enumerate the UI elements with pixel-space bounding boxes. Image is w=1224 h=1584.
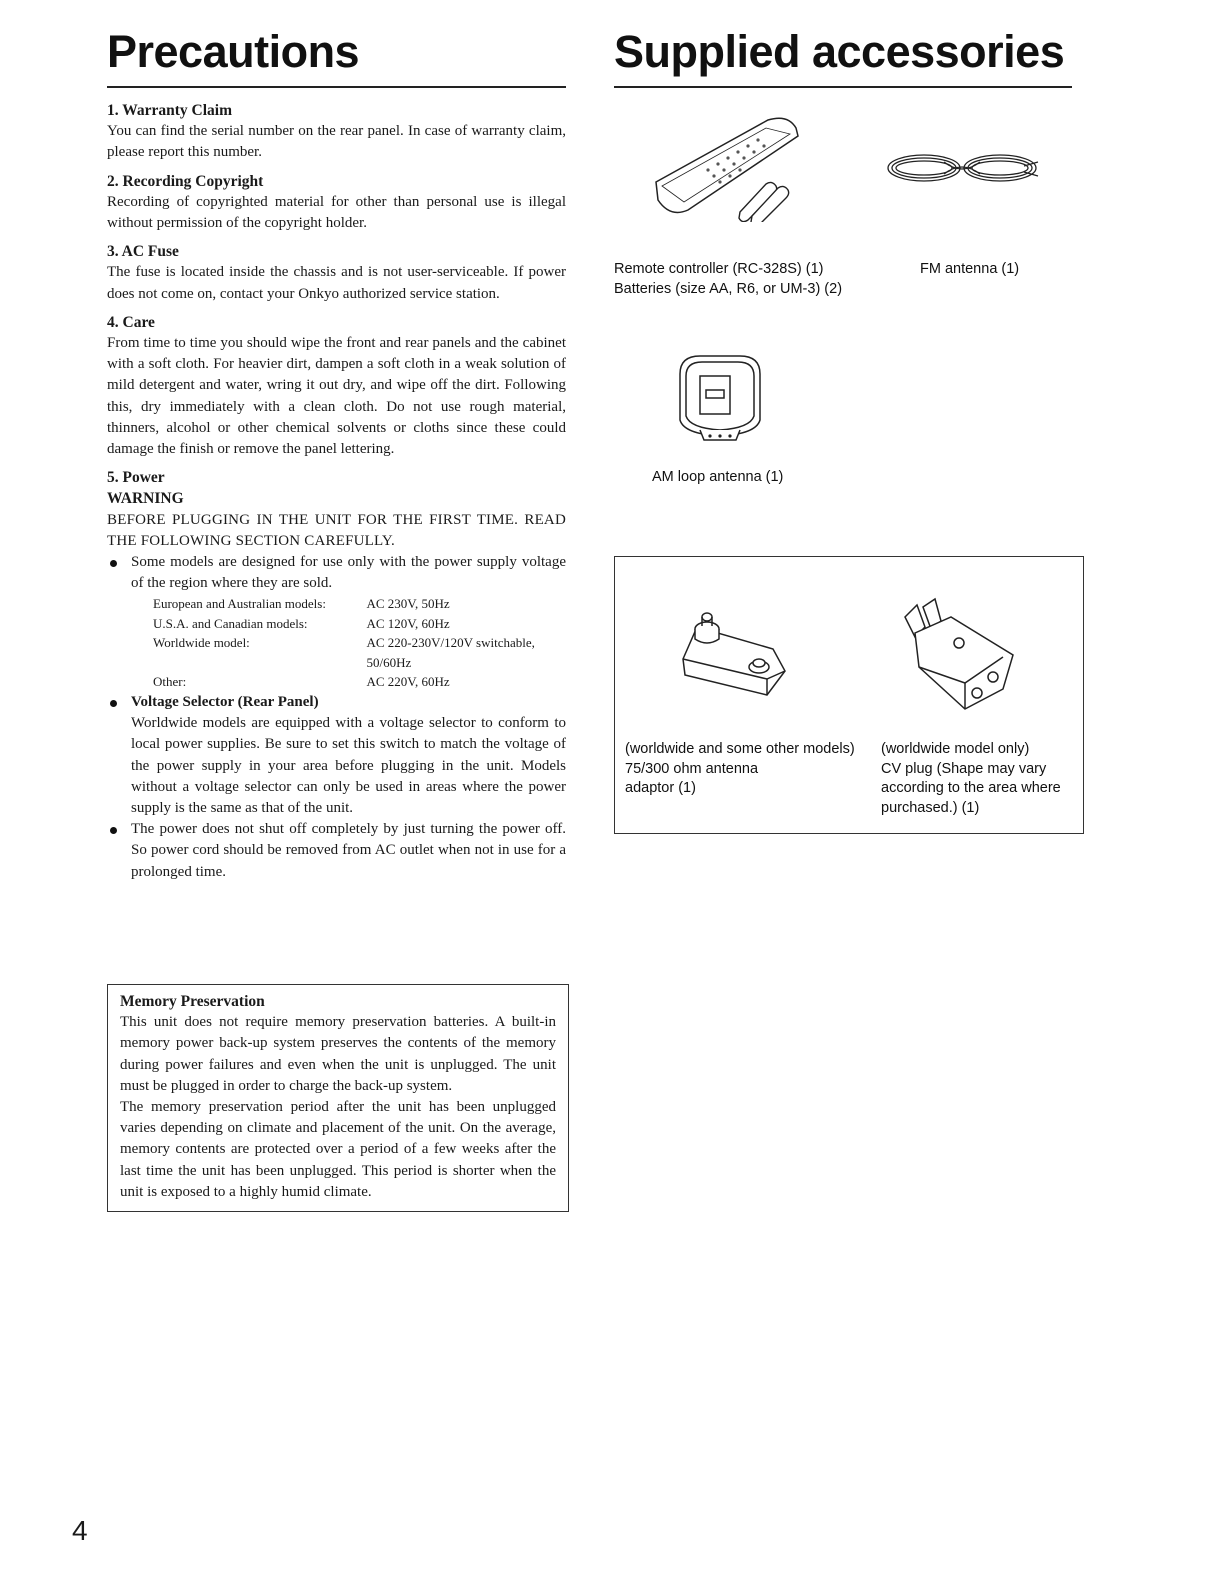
precautions-title: Precautions xyxy=(107,26,360,77)
voltage-value: AC 220-230V/120V switchable, 50/60Hz xyxy=(366,635,535,670)
precautions-section xyxy=(107,100,566,883)
page-number: 4 xyxy=(72,1515,88,1546)
cv-plug-caption xyxy=(881,740,1061,818)
voltage-region: U.S.A. and Canadian models: xyxy=(153,615,308,631)
warranty-text: You can find the serial number on the rear panel. In case of warranty claim, please report this number. xyxy=(107,123,566,161)
fm-antenna-caption: FM antenna (1) xyxy=(920,261,1020,277)
power-bullet-voltage-selector xyxy=(107,692,566,819)
precautions-rule xyxy=(107,86,566,88)
am-loop-antenna-illustration xyxy=(670,350,770,442)
adaptor-caption-line1: (worldwide and some other models) xyxy=(625,741,855,757)
voltage-row xyxy=(153,633,566,672)
cv-plug-caption-line4: purchased.) (1) xyxy=(881,799,980,816)
memory-para-1: This unit does not require memory preservation batteries. A built-in memory power back-up system preserves the contents of the memory during power failures and even when the unit is unplugged. The unit must be plugged in order to charge the back-up system. xyxy=(120,1014,556,1094)
warning-label: WARNING xyxy=(107,490,184,508)
voltage-selector-heading: Voltage Selector (Rear Panel) xyxy=(131,693,319,710)
antenna-adaptor-illustration xyxy=(677,609,797,699)
accessories-rule xyxy=(614,86,1072,88)
fuse-text: The fuse is located inside the chassis and is not user-serviceable. If power does not come on, contact your Onkyo authorized service station. xyxy=(107,264,566,302)
voltage-row xyxy=(153,672,566,692)
power-bullet-shutoff-text: The power does not shut off completely by just turning the power off. So power cord should be removed from AC outlet when not in use for a prolonged time. xyxy=(131,821,566,880)
remote-caption-line2: Batteries (size AA, R6, or UM-3) (2) xyxy=(614,280,843,297)
am-antenna-caption: AM loop antenna (1) xyxy=(652,469,784,485)
voltage-value: AC 220V, 60Hz xyxy=(366,674,450,690)
copyright-text: Recording of copyrighted material for other than personal use is illegal without permission of the copyright holder. xyxy=(107,193,566,232)
remote-caption xyxy=(614,260,842,299)
voltage-region: European and Australian models: xyxy=(153,596,326,612)
cv-plug-caption-line1: (worldwide model only) xyxy=(881,741,1030,757)
accessories-title: Supplied accessories xyxy=(614,26,1065,77)
adaptor-caption xyxy=(625,740,855,799)
voltage-region: Other: xyxy=(153,674,187,690)
cv-plug-illustration xyxy=(895,597,1025,712)
voltage-table xyxy=(153,594,566,692)
adaptor-plug-box xyxy=(614,556,1084,834)
cv-plug-caption-line2: CV plug (Shape may vary xyxy=(881,760,1047,777)
warning-text: BEFORE PLUGGING IN THE UNIT FOR THE FIRST TIME. READ THE FOLLOWING SECTION CAREFULLY. xyxy=(107,511,566,549)
voltage-value: AC 120V, 60Hz xyxy=(366,615,450,631)
power-bullet-models-text: Some models are designed for use only with the power supply voltage of the region where they are sold. xyxy=(131,554,566,592)
voltage-selector-text: Worldwide models are equipped with a voltage selector to conform to local power supplies. Be sure to set this switch to match the voltage of the power supply in your area before plugging in the unit. Models without a voltage selector can only be used in areas where the power supply is the same as that of the unit. xyxy=(131,715,566,816)
cv-plug-caption-line3: according to the area where xyxy=(881,780,1061,796)
power-heading: 5. Power xyxy=(107,469,165,487)
copyright-heading: 2. Recording Copyright xyxy=(107,172,264,190)
adaptor-caption-line3: adaptor (1) xyxy=(625,780,696,796)
remote-controller-illustration xyxy=(648,112,818,222)
fuse-heading: 3. AC Fuse xyxy=(107,243,179,261)
care-heading: 4. Care xyxy=(107,313,155,331)
memory-heading: Memory Preservation xyxy=(120,993,265,1010)
memory-para-2: The memory preservation period after the unit has been unplugged varies depending on climate and placement of the unit. On the average, memory contents are protected over a period of a few weeks after the last time the unit has been unplugged. This period is shorter when the unit is exposed to a highly humid climate. xyxy=(120,1099,556,1200)
voltage-value: AC 230V, 50Hz xyxy=(366,596,450,612)
adaptor-caption-line2: 75/300 ohm antenna xyxy=(625,760,759,777)
warranty-heading: 1. Warranty Claim xyxy=(107,102,232,119)
voltage-region: Worldwide model: xyxy=(153,635,250,651)
memory-preservation-box xyxy=(107,984,569,1212)
power-bullet-models xyxy=(107,552,566,594)
batteries-icon xyxy=(739,182,789,222)
fm-antenna-illustration xyxy=(884,146,1042,190)
voltage-row xyxy=(153,614,566,634)
voltage-row xyxy=(153,594,566,614)
remote-caption-line1: Remote controller (RC-328S) (1) xyxy=(614,261,824,277)
power-bullet-shutoff xyxy=(107,819,566,883)
care-text: From time to time you should wipe the front and rear panels and the cabinet with a soft cloth. For heavier dirt, dampen a soft cloth in a weak solution of mild detergent and water, wring it out dry, and wipe off the dirt. Following this, dry immediately with a clean cloth. Do not use rough material, thinners, alcohol or other chemical solvents or cloths since these could damage the finish or remove the panel lettering. xyxy=(107,335,566,458)
